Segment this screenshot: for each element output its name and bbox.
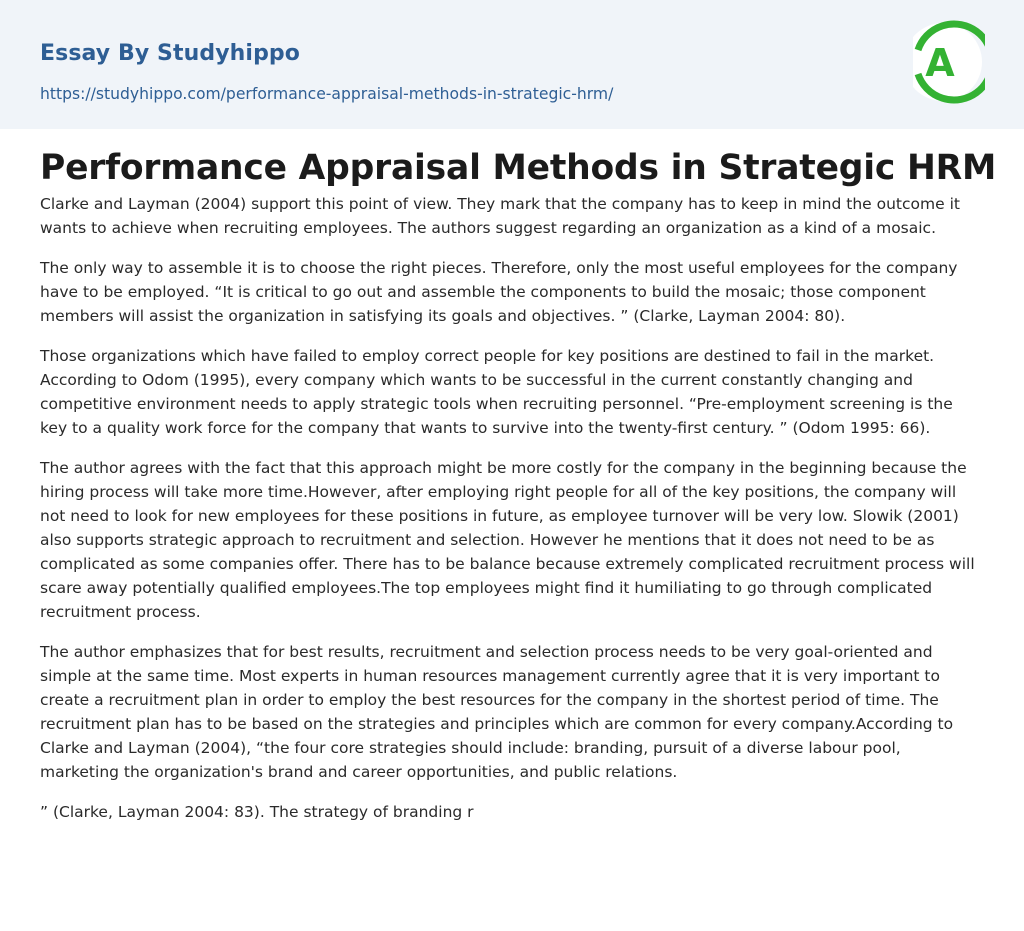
article-paragraph: The only way to assemble it is to choose the right pieces. Therefore, only the most useful employees for the company have to be employed. “It is critical to go out and assemble the components to build the mosaic; those component members will assist the organization in satisfying its goals and objectives. ” (Clarke, Layman 2004: 80). bbox=[40, 259, 958, 325]
article-paragraph: Clarke and Layman (2004) support this point of view. They mark that the company has to keep in mind the outcome it wants to achieve when recruiting employees. The authors suggest regarding an organization as a kind of a mosaic. bbox=[40, 195, 960, 237]
article-title: Performance Appraisal Methods in Strategic HRM bbox=[40, 148, 997, 188]
article-body bbox=[40, 192, 984, 824]
article bbox=[0, 129, 1024, 824]
source-url-link[interactable]: https://studyhippo.com/performance-appraisal-methods-in-strategic-hrm/ bbox=[40, 85, 614, 103]
logo-letter: A bbox=[925, 41, 955, 85]
article-paragraph: The author agrees with the fact that this approach might be more costly for the company in the beginning because the hiring process will take more time.However, after employing right people for all of the key positions, the company will not need to look for new employees for these positions in future, as employee turnover will be very low. Slowik (2001) also supports strategic approach to recruitment and selection. However he mentions that it does not need to be as complicated as some companies offer. There has to be balance because extremely complicated recruitment process will scare away potentially qualified employees.The top employees might find it humiliating to go through complicated recruitment process. bbox=[40, 459, 975, 621]
site-header bbox=[0, 0, 1024, 129]
logo-ring-icon bbox=[913, 20, 985, 104]
article-paragraph: Those organizations which have failed to employ correct people for key positions are destined to fail in the market. According to Odom (1995), every company which wants to be successful in the current constantly changing and competitive environment needs to apply strategic tools when recruiting personnel. “Pre-employment screening is the key to a quality work force for the company that wants to survive into the twenty-first century. ” (Odom 1995: 66). bbox=[40, 347, 953, 437]
article-paragraph: ” (Clarke, Layman 2004: 83). The strategy of branding r bbox=[40, 803, 474, 821]
site-brand[interactable]: Essay By Studyhippo bbox=[40, 41, 300, 66]
studyhippo-logo[interactable] bbox=[913, 20, 985, 104]
article-paragraph: The author emphasizes that for best results, recruitment and selection process needs to be very goal-oriented and simple at the same time. Most experts in human resources management currently agree that it is very important to create a recruitment plan in order to employ the best resources for the company in the shortest period of time. The recruitment plan has to be based on the strategies and principles which are common for every company.According to Clarke and Layman (2004), “the four core strategies should include: branding, pursuit of a diverse labour pool, marketing the organization's brand and career opportunities, and public relations. bbox=[40, 643, 954, 781]
